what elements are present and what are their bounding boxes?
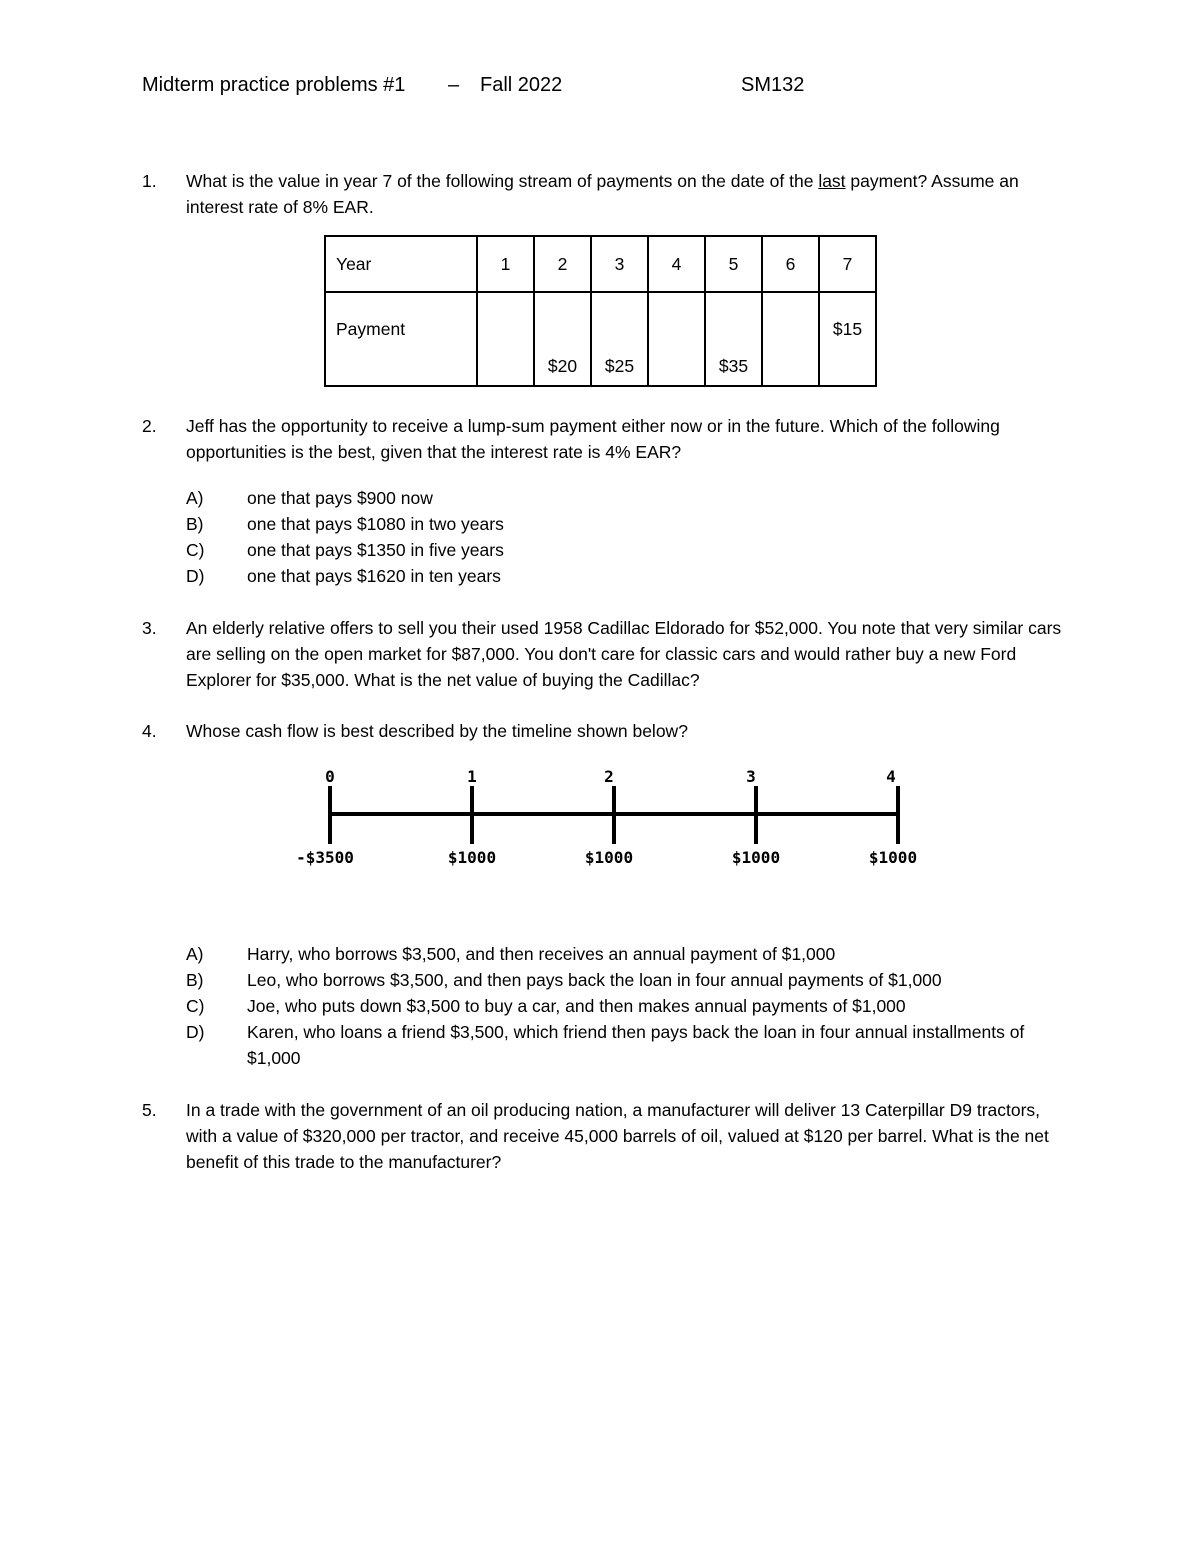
timeline-cash-flow: $1000 <box>584 848 634 867</box>
timeline-cash-flow: $1000 <box>447 848 497 867</box>
header-title: Midterm practice problems #1 <box>142 74 406 96</box>
question-number: 4. <box>142 721 157 741</box>
timeline-period-label: 2 <box>604 767 614 786</box>
option-label: D) <box>186 566 205 586</box>
timeline-cash-flow: $1000 <box>731 848 781 867</box>
option-d <box>186 1019 1066 1071</box>
question-text: An elderly relative offers to sell you their used 1958 Cadillac Eldorado for $52,000. You note that very similar cars are selling on the open market for $87,000. You don't care for classic cars and would rather buy a new Ford Explorer for $35,000. What is the net value of buying the Cadillac? <box>186 618 1062 690</box>
question-text-part: What is the value in year 7 of the following stream of payments on the date of the <box>186 171 819 191</box>
option-label: B) <box>186 514 204 534</box>
option-label: A) <box>186 944 204 964</box>
option-text: one that pays $1620 in ten years <box>247 566 501 586</box>
option-text: Karen, who loans a friend $3,500, which friend then pays back the loan in four annual installments of $1,000 <box>247 1022 1025 1068</box>
year-cell: 6 <box>762 236 819 292</box>
year-cell: 7 <box>819 236 876 292</box>
underlined-word: last <box>818 171 846 191</box>
header-dash: – <box>448 74 460 96</box>
option-a <box>186 941 1066 967</box>
option-label: C) <box>186 996 205 1016</box>
question-4-options <box>186 941 1066 1071</box>
question-text-part: payment? Assume an interest rate of 8% EAR. <box>186 171 1019 217</box>
option-text: one that pays $900 now <box>247 488 433 508</box>
option-label: A) <box>186 488 204 508</box>
question-number: 1. <box>142 171 157 191</box>
payment-cell: $25 <box>591 292 648 386</box>
question-number: 5. <box>142 1100 157 1120</box>
question-text: Whose cash flow is best described by the timeline shown below? <box>186 721 688 741</box>
timeline-cash-flow: $1000 <box>868 848 918 867</box>
question-number: 3. <box>142 618 157 638</box>
payment-cell: $15 <box>819 292 876 386</box>
timeline-period-label: 0 <box>325 767 335 786</box>
option-text: Joe, who puts down $3,500 to buy a car, and then makes annual payments of $1,000 <box>247 996 906 1016</box>
timeline-cash-flow: -$3500 <box>296 848 354 867</box>
option-text: Harry, who borrows $3,500, and then receives an annual payment of $1,000 <box>247 944 836 964</box>
timeline-period-label: 3 <box>746 767 756 786</box>
year-row-header: Year <box>325 236 477 292</box>
option-text: one that pays $1350 in five years <box>247 540 504 560</box>
payment-row-header: Payment <box>325 292 477 386</box>
year-cell: 4 <box>648 236 705 292</box>
option-label: C) <box>186 540 205 560</box>
question-text: In a trade with the government of an oil producing nation, a manufacturer will deliver 13 Caterpillar D9 tractors, with a value of $320,000 per tractor, and receive 45,000 barrels of oil, valued at $120 per barrel. What is the net benefit of this trade to the manufacturer? <box>186 1100 1049 1172</box>
year-cell: 5 <box>705 236 762 292</box>
option-label: D) <box>186 1022 205 1042</box>
option-b <box>186 967 1066 993</box>
option-text: Leo, who borrows $3,500, and then pays back the loan in four annual payments of $1,000 <box>247 970 942 990</box>
option-c <box>186 993 1066 1019</box>
option-text: one that pays $1080 in two years <box>247 514 504 534</box>
timeline-period-label: 4 <box>886 767 896 786</box>
header-term: Fall 2022 <box>480 74 563 96</box>
payment-cell: $35 <box>705 292 762 386</box>
header-course: SM132 <box>741 74 805 96</box>
question-text: Jeff has the opportunity to receive a lump-sum payment either now or in the future. Which of the following opportunities is the best, given that the interest rate is 4% EAR? <box>186 416 1000 462</box>
question-number: 2. <box>142 416 157 436</box>
payment-cell: $20 <box>534 292 591 386</box>
year-cell: 2 <box>534 236 591 292</box>
timeline-period-label: 1 <box>467 767 477 786</box>
year-cell: 3 <box>591 236 648 292</box>
option-label: B) <box>186 970 204 990</box>
year-cell: 1 <box>477 236 534 292</box>
